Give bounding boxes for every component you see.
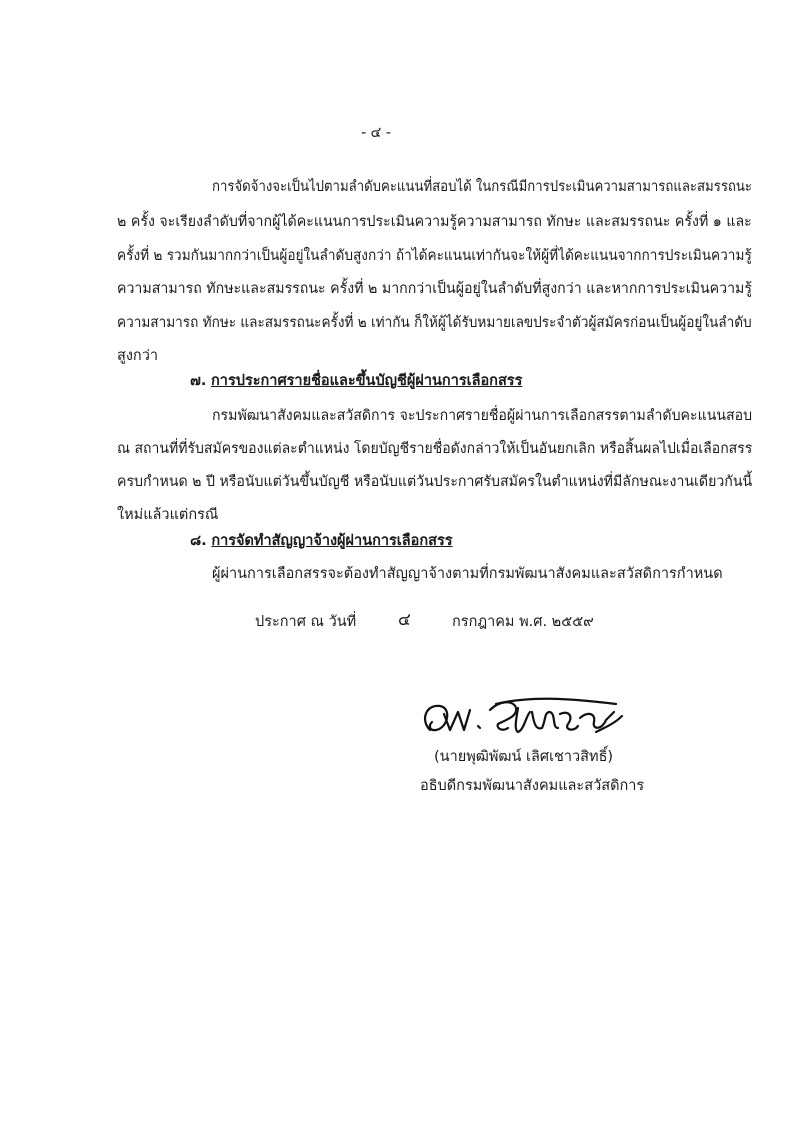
section-8-heading <box>190 529 453 552</box>
section-8-line-1: ผู้ผ่านการเลือกสรรจะต้องทำสัญญาจ้างตามที่กรมพัฒนาสังคมและสวัสดิการกำหนด <box>212 566 723 582</box>
section-7-line-1: กรมพัฒนาสังคมและสวัสดิการ จะประกาศรายชื่อผู้ผ่านการเลือกสรรตามลำดับคะแนนสอบ <box>212 408 753 424</box>
section-7-line-2: ณ สถานที่ที่รับสมัครของแต่ละตำแหน่ง โดยบัญชีรายชื่อดังกล่าวให้เป็นอันยกเลิก หรือสิ้นผลไปเมื่อเลือกสรร <box>117 441 753 457</box>
section-8-title: การจัดทำสัญญาจ้างผู้ผ่านการเลือกสรร <box>211 533 453 549</box>
announcement-day: ๔ <box>398 610 411 630</box>
section-7-line-3: ครบกำหนด ๒ ปี หรือนับแต่วันขึ้นบัญชี หรือนับแต่วันประกาศรับสมัครในตำแหน่งที่มีลักษณะงานเดียวกันนี้ <box>117 474 753 490</box>
paragraph-1-line-2: ๒ ครั้ง จะเรียงลำดับที่จากผู้ได้คะแนนการประเมินความรู้ความสามารถ ทักษะ และสมรรถนะ ครั้งที่ ๑ และ <box>117 214 752 230</box>
section-7-heading <box>190 369 522 392</box>
signature <box>418 690 628 750</box>
paragraph-1-line-6: สูงกว่า <box>117 348 158 364</box>
signatory-name: (นายพุฒิพัฒน์ เลิศเชาวสิทธิ์) <box>434 749 614 765</box>
announcement-month-year: กรกฎาคม พ.ศ. ๒๕๕๙ <box>452 614 594 630</box>
section-7-number: ๗. <box>190 373 207 389</box>
announcement-label: ประกาศ ณ วันที่ <box>255 614 357 630</box>
paragraph-1-line-5: ความสามารถ ทักษะ และสมรรถนะครั้งที่ ๒ เท่ากัน ก็ให้ผู้ได้รับหมายเลขประจำตัวผู้สมัครก่อนเป็นผู้อยู่ในลำดับ <box>117 315 752 331</box>
signatory-position: อธิบดีกรมพัฒนาสังคมและสวัสดิการ <box>420 778 645 794</box>
section-8-number: ๘. <box>190 533 207 549</box>
paragraph-1-line-3: ครั้งที่ ๒ รวมกันมากกว่าเป็นผู้อยู่ในลำดับสูงกว่า ถ้าได้คะแนนเท่ากันจะให้ผู้ที่ได้คะแนนจากการประเมินความรู้ <box>117 248 752 264</box>
paragraph-1-line-4: ความสามารถ ทักษะและสมรรถนะ ครั้งที่ ๒ มากกว่าเป็นผู้อยู่ในลำดับที่สูงกว่า และหากการประเมินความรู้ <box>117 281 753 297</box>
section-7-title: การประกาศรายชื่อและขึ้นบัญชีผู้ผ่านการเลือกสรร <box>211 373 523 389</box>
page-number: - ๔ - <box>361 123 391 141</box>
section-7-line-4: ใหม่แล้วแต่กรณี <box>117 507 219 523</box>
paragraph-1-line-1: การจัดจ้างจะเป็นไปตามลำดับคะแนนที่สอบได้ ในกรณีมีการประเมินความสามารถและสมรรถนะ <box>212 179 752 195</box>
